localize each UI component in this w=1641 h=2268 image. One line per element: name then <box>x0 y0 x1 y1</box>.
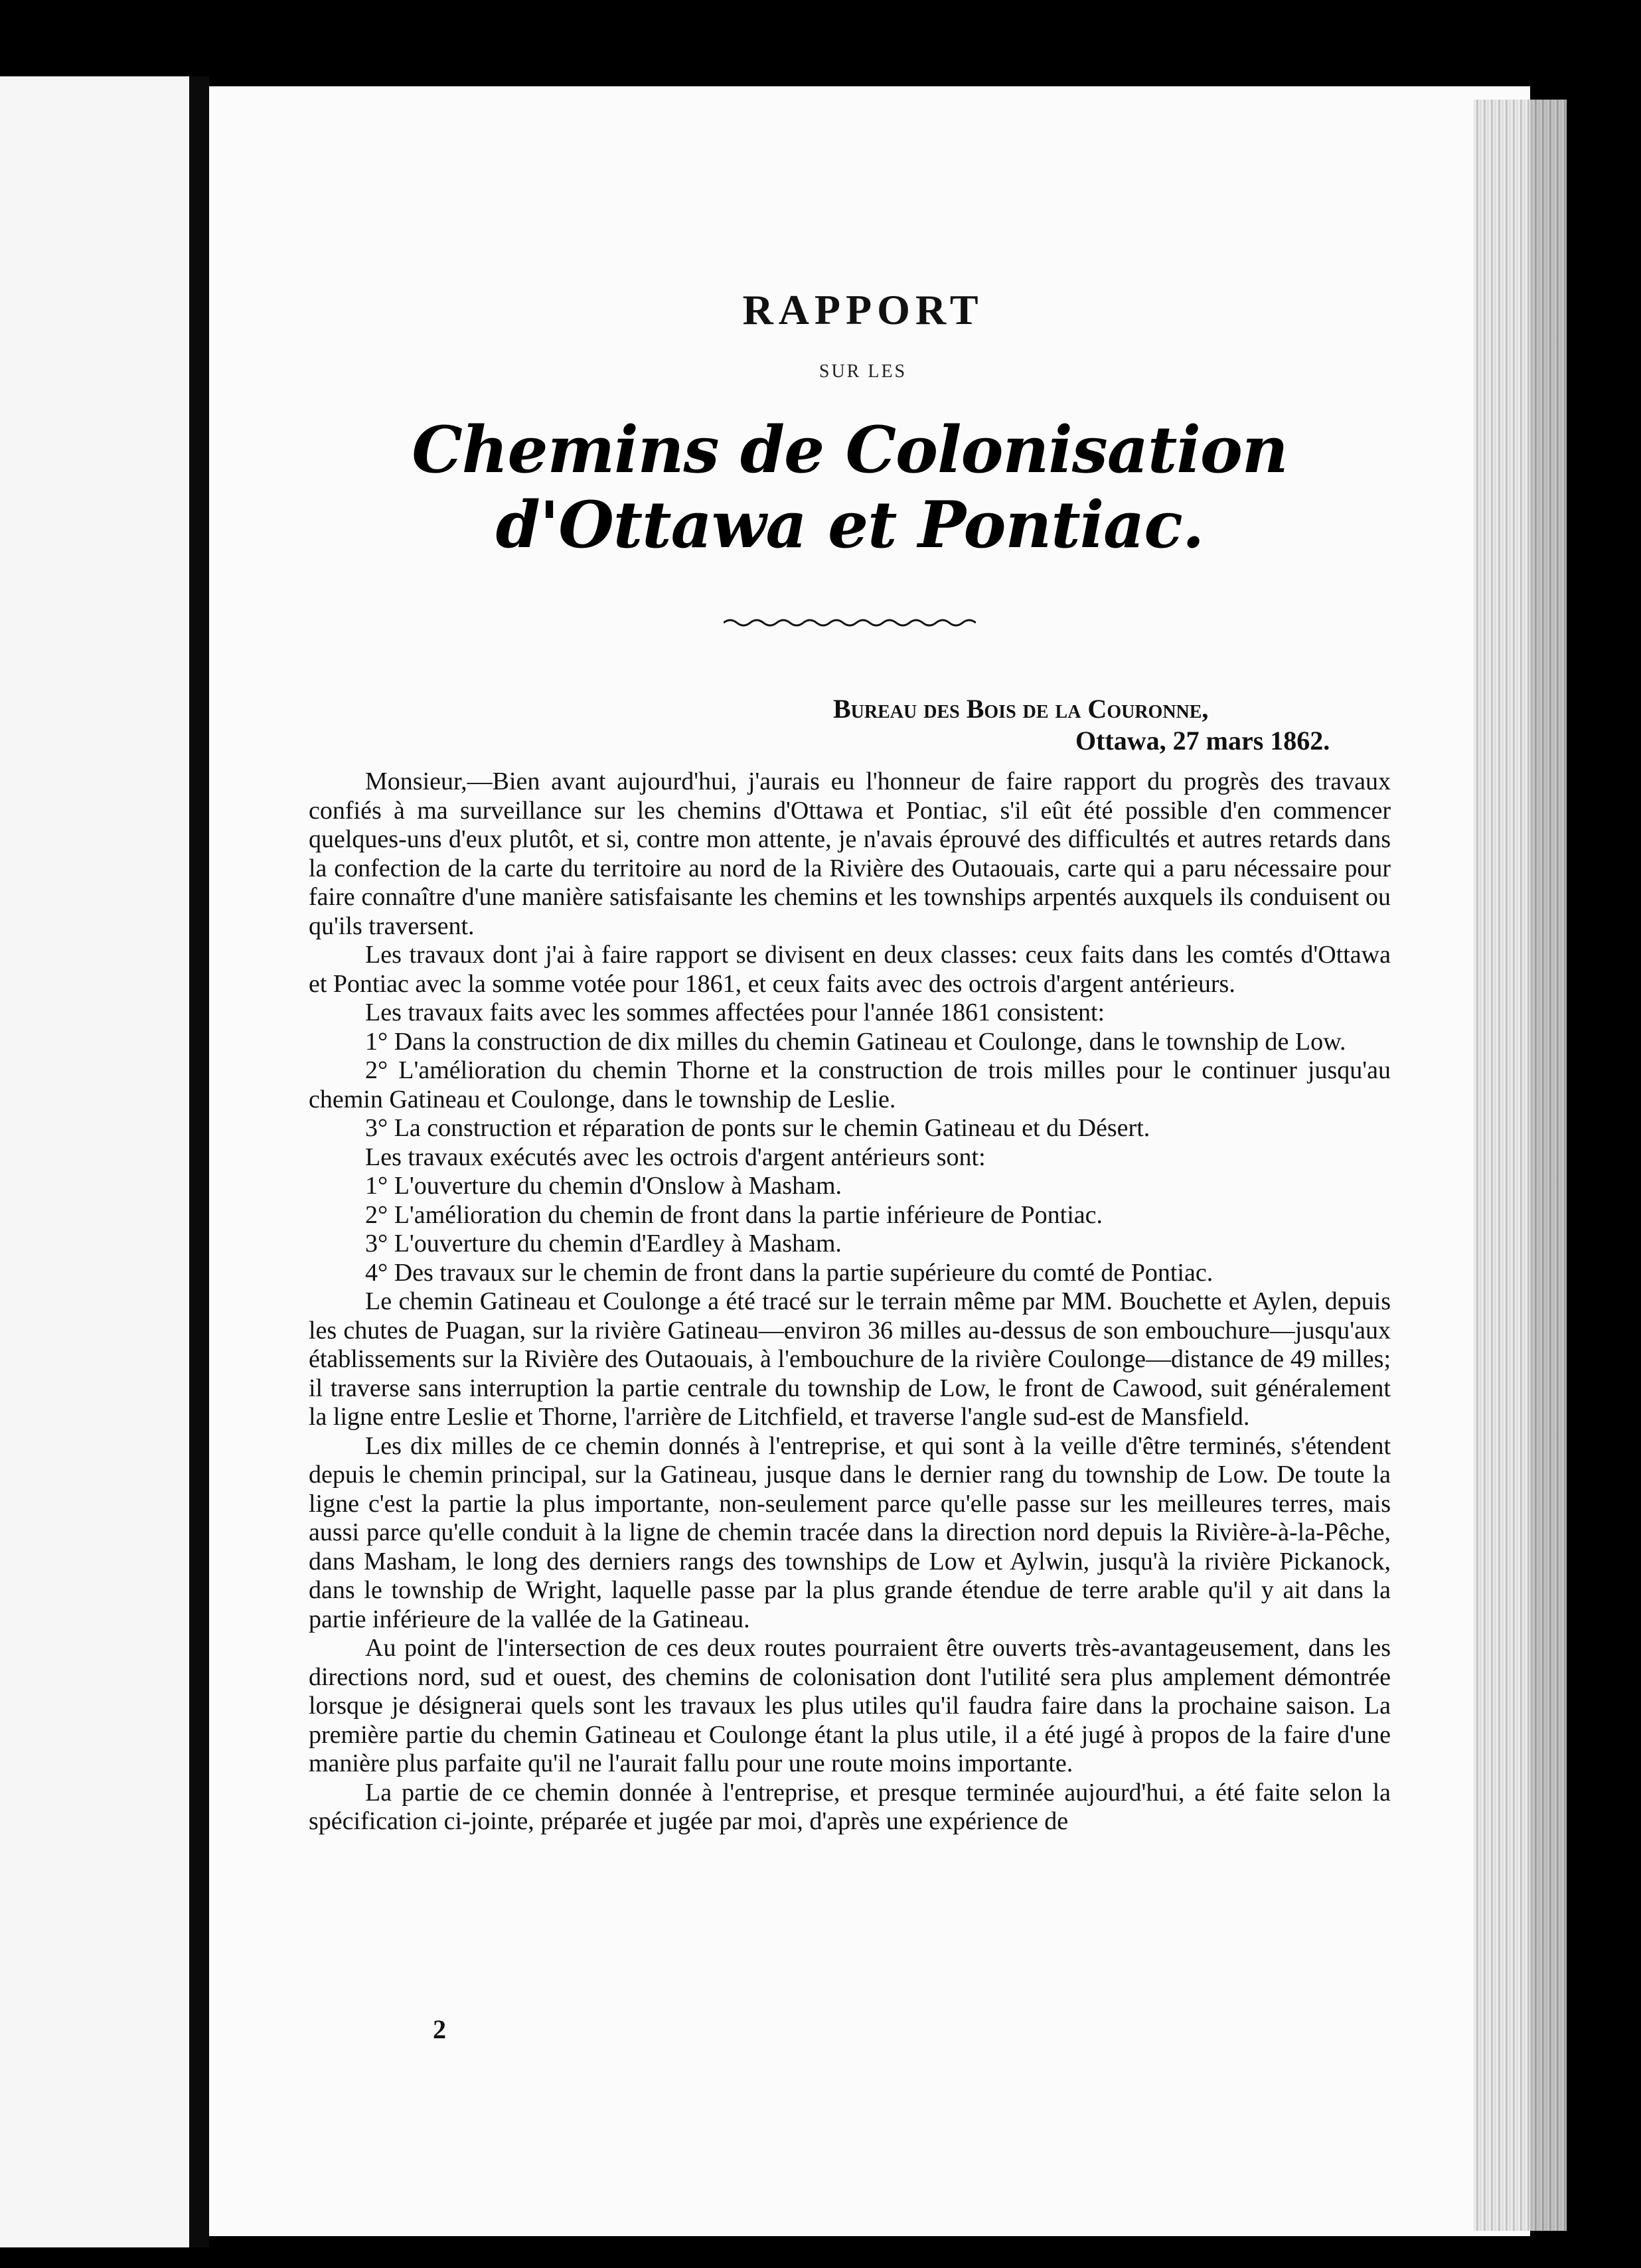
paragraph: La partie de ce chemin donnée à l'entreprise, et presque terminée aujourd'hui, a été faite selon la spécification ci-jointe, préparée et jugée par moi, d'après une expérience de <box>309 1778 1391 1835</box>
list-item: 2° L'amélioration du chemin de front dans la partie inférieure de Pontiac. <box>365 1200 1103 1229</box>
paragraph: Les travaux faits avec les sommes affectées pour l'année 1861 consistent: <box>365 999 1105 1026</box>
paragraph: Monsieur,—Bien avant aujourd'hui, j'aurais eu l'honneur de faire rapport du progrès des travaux confiés à ma surveillance sur les chemins d'Ottawa et Pontiac, s'il eût été possible d'en commencer quelques-uns d'eux plutôt, et si, contre mon attente, je n'avais éprouvé des difficultés et autres retards dans la confection de la carte du territoire au nord de la Rivière des Outaouais, carte qui a paru nécessaire pour faire connaître d'une manière satisfaisante les chemins et les townships arpentés auxquels ils conduisent ou qu'ils traversent. <box>309 768 1391 940</box>
page-content <box>309 285 1391 1836</box>
wavy-divider <box>724 615 976 630</box>
list-item: 4° Des travaux sur le chemin de front dans la partie supérieure du comté de Pontiac. <box>365 1258 1213 1287</box>
list-item: 1° Dans la construction de dix milles du chemin Gatineau et Coulonge, dans le township de Low. <box>365 1027 1346 1056</box>
page-edges <box>1474 100 1567 2231</box>
paragraph: Les dix milles de ce chemin donnés à l'entreprise, et qui sont à la veille d'être terminés, s'étendent depuis le chemin principal, sur la Gatineau, jusque dans le dernier rang du township de Low. De toute la ligne c'est la partie la plus importante, non-seulement parce qu'elle passe sur les meilleures terres, mais aussi parce qu'elle conduit à la ligne de chemin tracée dans la direction nord depuis la Rivière-à-la-Pêche, dans Masham, le long des derniers rangs des townships de Low et Aylwin, jusqu'à la rivière Pickanock, dans le township de Wright, laquelle passe par la plus grande étendue de terre arable qu'il y ait dans la partie inférieure de la vallée de la Gatineau. <box>309 1431 1391 1633</box>
facing-page <box>0 76 189 2247</box>
place-date-line: Ottawa, 27 mars 1862. <box>1075 726 1330 756</box>
list-item: 3° L'ouverture du chemin d'Eardley à Masham. <box>365 1230 842 1257</box>
list-item: 2° L'amélioration du chemin Thorne et la construction de trois milles pour le continuer jusqu'au chemin Gatineau et Coulonge, dans le township de Leslie. <box>309 1056 1391 1113</box>
paragraph: Le chemin Gatineau et Coulonge a été tracé sur le terrain même par MM. Bouchette et Aylen, depuis les chutes de Puagan, sur la rivière Gatineau—environ 36 milles au-dessus de son embouchure—jusqu'aux établissements sur la Rivière des Outaouais, à l'embouchure de la rivière Coulonge—distance de 49 milles; il traverse sans interruption la partie centrale du township de Low, le front de Cawood, suit généralement la ligne entre Leslie et Thorne, l'arrière de Litchfield, et traverse l'angle sud-est de Mansfield. <box>309 1287 1391 1431</box>
list-item: 3° La construction et réparation de ponts sur le chemin Gatineau et du Désert. <box>365 1114 1150 1142</box>
dateline <box>309 693 1391 757</box>
report-title: RAPPORT <box>742 286 984 333</box>
paragraph: Les travaux exécutés avec les octrois d'argent antérieurs sont: <box>365 1143 986 1171</box>
report-headline: Chemins de Colonisation d'Ottawa et Pontiac. <box>412 412 1288 562</box>
report-subtitle: SUR LES <box>819 361 907 382</box>
office-line: Bureau des Bois de la Couronne, <box>833 694 1209 724</box>
list-item: 1° L'ouverture du chemin d'Onslow à Masham. <box>365 1172 842 1200</box>
page-number: 2 <box>433 2014 446 2044</box>
paragraph: Au point de l'intersection de ces deux routes pourraient être ouverts très-avantageusement, dans les directions nord, sud et ouest, des chemins de colonisation dont l'utilité sera plus amplement démontrée lorsque je désignerai quels sont les travaux les plus utiles qu'il faudra faire dans la prochaine saison. La première partie du chemin Gatineau et Coulonge étant la plus utile, il a été jugé à propos de la faire d'une manière plus parfaite qu'il ne l'aurait fallu pour une route moins importante. <box>309 1634 1391 1777</box>
book-gutter <box>189 76 209 2247</box>
paragraph: Les travaux dont j'ai à faire rapport se divisent en deux classes: ceux faits dans les comtés d'Ottawa et Pontiac avec la somme votée pour 1861, et ceux faits avec des octrois d'argent antérieurs. <box>309 941 1391 998</box>
report-body <box>309 768 1391 1836</box>
